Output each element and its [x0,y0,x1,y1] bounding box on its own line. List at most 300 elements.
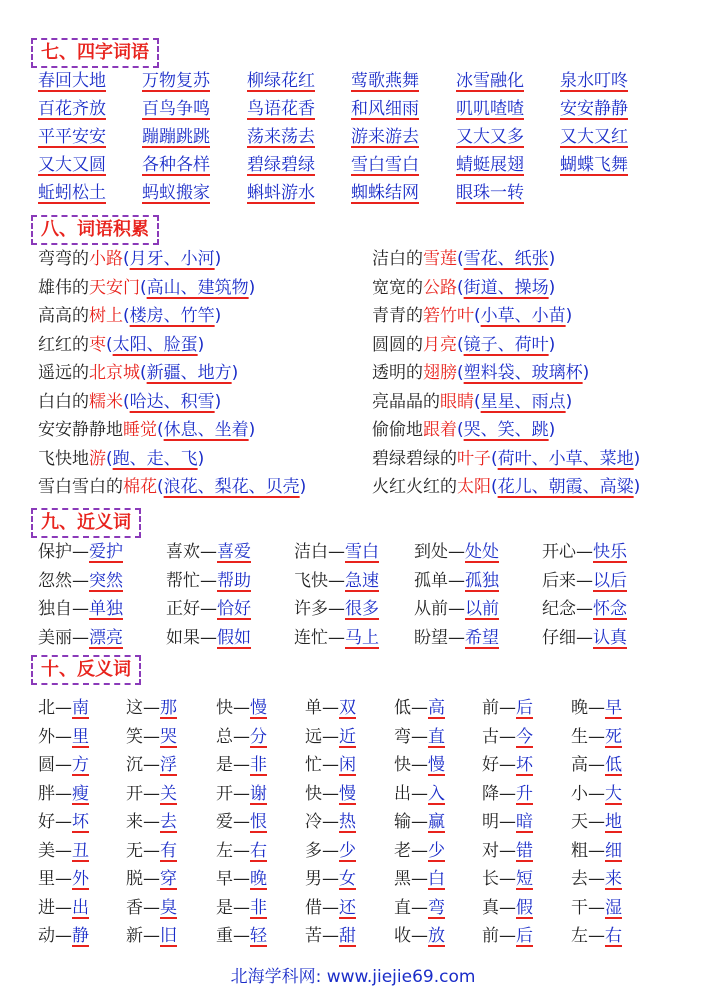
base-char: 好— [482,755,516,775]
antonym-char: 还 [339,897,356,918]
example-words: 楼房、竹竿 [129,306,215,326]
antonym-char: 错 [516,840,533,861]
noun-text: 枣 [89,334,106,355]
phrase-item [38,301,221,326]
phrase-item [38,273,255,298]
close-paren: ) [214,249,222,269]
antonym-pair [216,807,267,832]
antonym-char: 晚 [250,869,267,889]
open-paren: ( [474,306,481,326]
idiom-word: 叽叽喳喳 [456,99,524,119]
antonym-char: 死 [605,726,622,747]
close-paren: ) [548,277,556,298]
noun-text: 箬竹叶 [423,306,474,326]
antonym-char: 弯 [428,897,445,918]
antonym-pair [571,921,622,946]
antonym-char: 出 [72,897,89,918]
close-paren: ) [231,363,239,383]
example-words: 镜子、荷叶 [463,334,549,355]
base-char: 爱— [216,812,250,832]
base-char: 生— [571,726,605,747]
base-word: 盼望— [414,627,465,648]
modifier-text: 洁白的 [372,249,423,269]
open-paren: ( [457,249,464,269]
base-char: 弯— [394,726,428,747]
synonym-word: 很多 [345,599,379,619]
base-char: 动— [38,926,72,946]
synonym-word: 急速 [345,570,379,591]
base-char: 粗— [571,840,605,861]
antonym-pair [216,750,267,775]
antonym-char: 坏 [72,812,89,832]
antonym-pair [394,864,445,889]
idiom-word: 游来游去 [351,127,419,147]
antonym-char: 慢 [339,783,356,804]
base-char: 北— [38,698,72,718]
base-char: 多— [305,840,339,861]
antonym-pair [216,693,267,718]
antonym-char: 双 [339,698,356,718]
antonym-pair [482,750,533,775]
antonym-char: 后 [516,698,533,718]
base-char: 单— [305,698,339,718]
base-char: 黑— [394,869,428,889]
antonym-char: 女 [339,869,356,889]
base-char: 出— [394,783,428,804]
base-char: 早— [216,869,250,889]
antonym-pair [126,779,177,804]
noun-text: 公路 [423,277,457,298]
footer-watermark: 北海学科网: www.jiejie69.com [230,967,476,987]
example-words: 小草、小苗 [480,306,566,326]
idiom-word: 平平安安 [38,127,106,147]
open-paren: ( [491,477,498,497]
antonym-char: 关 [160,783,177,804]
synonym-word: 以后 [593,570,627,591]
example-words: 休息、坐着 [163,420,249,440]
synonym-pair [294,537,379,562]
close-paren: ) [197,334,205,355]
base-char: 前— [482,926,516,946]
close-paren: ) [548,334,556,355]
phrase-item [372,444,640,469]
antonym-pair [38,750,89,775]
base-word: 后来— [542,570,593,591]
synonym-word: 孤独 [465,570,499,591]
phrase-row [38,387,698,416]
close-paren: ) [548,249,556,269]
modifier-text: 遥远的 [38,363,89,383]
close-paren: ) [197,448,205,469]
base-char: 低— [394,698,428,718]
antonym-char: 少 [428,840,445,861]
noun-text: 雪莲 [423,249,457,269]
base-char: 晚— [571,698,605,718]
base-word: 如果— [166,627,217,648]
antonym-char: 右 [250,840,267,861]
example-words: 星星、雨点 [480,391,566,412]
example-words: 塑料袋、玻璃杯 [463,363,583,383]
antonym-pair [305,722,356,747]
antonym-pair [38,722,89,747]
antonym-pair [571,836,622,861]
example-words: 荷叶、小草、菜地 [497,448,634,469]
base-char: 苦— [305,926,339,946]
idiom-word: 蝌蚪游水 [247,183,315,203]
antonym-pair [571,693,622,718]
open-paren: ( [157,420,164,440]
phrase-item [38,444,204,469]
base-word: 洁白— [294,542,345,562]
synonym-pair [542,594,627,619]
antonym-char: 甜 [339,926,356,946]
modifier-text: 高高的 [38,306,89,326]
antonym-pair [482,921,533,946]
base-word: 开心— [542,542,593,562]
noun-text: 跟着 [423,420,457,440]
antonym-pair [305,921,356,946]
base-char: 明— [482,812,516,832]
idiom-word: 眼珠一转 [456,183,524,203]
antonym-pair [126,836,177,861]
base-char: 输— [394,812,428,832]
antonym-pair [394,750,445,775]
example-words: 跑、走、飞 [112,448,198,469]
idiom-word: 安安静静 [560,99,628,119]
idiom-word: 又大又多 [456,127,524,147]
idiom-word: 碧绿碧绿 [247,155,315,175]
antonym-pair [216,921,267,946]
base-char: 古— [482,726,516,747]
phrase-row [38,444,698,473]
section-8-heading: 八、词语积累 [31,215,159,245]
synonym-word: 假如 [217,627,251,648]
base-char: 快— [216,698,250,718]
modifier-text: 偷偷地 [372,420,423,440]
base-char: 左— [216,840,250,861]
antonym-char: 旧 [160,926,177,946]
synonym-word: 马上 [345,627,379,648]
base-word: 忽然— [38,570,89,591]
modifier-text: 雪白雪白的 [38,477,123,497]
antonym-pair [126,807,177,832]
close-paren: ) [248,277,256,298]
base-char: 来— [126,812,160,832]
close-paren: ) [548,420,556,440]
synonym-pair [414,537,499,562]
close-paren: ) [633,448,641,469]
noun-text: 树上 [89,306,123,326]
close-paren: ) [214,391,222,412]
antonym-pair [305,750,356,775]
antonym-char: 里 [72,726,89,747]
noun-text: 叶子 [457,448,491,469]
antonym-pair [394,836,445,861]
antonym-char: 恨 [250,812,267,832]
antonym-char: 谢 [250,783,267,804]
idiom-word: 又大又圆 [38,155,106,175]
section-9-heading: 九、近义词 [31,508,141,538]
base-word: 喜欢— [166,542,217,562]
noun-text: 北京城 [89,363,140,383]
antonym-char: 方 [72,755,89,775]
open-paren: ( [140,363,147,383]
idiom-word: 百花齐放 [38,99,106,119]
idiom-word: 柳绿花红 [247,71,315,91]
antonym-char: 慢 [428,755,445,775]
open-paren: ( [123,391,130,412]
synonym-pair [166,566,251,591]
idiom-word: 各种各样 [142,155,210,175]
synonym-pair [414,623,499,648]
antonym-char: 大 [605,783,622,804]
phrase-row [38,415,698,444]
synonym-word: 喜爱 [217,542,251,562]
synonym-pair [38,537,123,562]
base-char: 长— [482,869,516,889]
base-word: 保护— [38,542,89,562]
synonym-pair [38,594,123,619]
antonym-char: 臭 [160,897,177,918]
antonym-char: 近 [339,726,356,747]
synonym-pair [542,537,627,562]
base-char: 开— [126,783,160,804]
synonym-word: 突然 [89,570,123,591]
antonym-char: 轻 [250,926,267,946]
noun-text: 月亮 [423,334,457,355]
base-word: 到处— [414,542,465,562]
phrase-item [372,358,589,383]
base-word: 纪念— [542,599,593,619]
antonym-pair [394,807,445,832]
antonym-char: 去 [160,812,177,832]
idiom-word: 蹦蹦跳跳 [142,127,210,147]
phrase-item [372,330,555,355]
close-paren: ) [214,306,222,326]
phrase-row [38,330,698,359]
base-char: 里— [38,869,72,889]
synonym-word: 帮助 [217,570,251,591]
base-char: 干— [571,897,605,918]
base-char: 胖— [38,783,72,804]
base-char: 老— [394,840,428,861]
noun-text: 游 [89,448,106,469]
antonym-pair [394,779,445,804]
base-word: 飞快— [294,570,345,591]
antonym-pair [305,836,356,861]
antonym-char: 有 [160,840,177,861]
synonym-pair [38,566,123,591]
base-char: 快— [305,783,339,804]
idiom-word: 又大又红 [560,127,628,147]
example-words: 新疆、地方 [146,363,232,383]
base-word: 正好— [166,599,217,619]
base-char: 左— [571,926,605,946]
antonym-pair [126,893,177,918]
antonym-char: 白 [428,869,445,889]
antonym-char: 赢 [428,812,445,832]
section-7-heading: 七、四字词语 [31,38,159,68]
idiom-word: 蜻蜓展翅 [456,155,524,175]
base-char: 圆— [38,755,72,775]
antonym-pair [126,722,177,747]
open-paren: ( [457,277,464,298]
antonym-pair [216,836,267,861]
antonym-pair [38,693,89,718]
antonym-pair [38,864,89,889]
base-word: 美丽— [38,627,89,648]
antonym-pair [394,893,445,918]
antonym-char: 非 [250,755,267,775]
base-char: 脱— [126,869,160,889]
phrase-item [38,415,255,440]
base-char: 总— [216,726,250,747]
antonym-char: 来 [605,869,622,889]
antonym-pair [482,779,533,804]
antonym-char: 高 [428,698,445,718]
base-char: 美— [38,840,72,861]
antonym-pair [305,864,356,889]
modifier-text: 宽宽的 [372,277,423,298]
base-char: 是— [216,755,250,775]
idiom-word: 蜘蛛结网 [351,183,419,203]
antonym-char: 丑 [72,840,89,861]
antonym-char: 慢 [250,698,267,718]
open-paren: ( [140,277,147,298]
antonym-char: 热 [339,812,356,832]
base-char: 这— [126,698,160,718]
noun-text: 翅膀 [423,363,457,383]
antonym-char: 后 [516,926,533,946]
antonym-pair [305,893,356,918]
phrase-item [372,244,555,269]
base-char: 忙— [305,755,339,775]
base-char: 高— [571,755,605,775]
base-char: 笑— [126,726,160,747]
phrase-item [372,415,555,440]
idiom-word: 莺歌燕舞 [351,71,419,91]
synonym-word: 快乐 [593,542,627,562]
base-char: 香— [126,897,160,918]
base-char: 开— [216,783,250,804]
idiom-word: 春回大地 [38,71,106,91]
modifier-text: 红红的 [38,334,89,355]
noun-text: 太阳 [457,477,491,497]
modifier-text: 弯弯的 [38,249,89,269]
example-words: 月牙、小河 [129,249,215,269]
antonym-char: 升 [516,783,533,804]
antonym-pair [216,722,267,747]
base-word: 孤单— [414,570,465,591]
phrase-item [38,387,221,412]
base-char: 去— [571,869,605,889]
close-paren: ) [633,477,641,497]
base-word: 帮忙— [166,570,217,591]
antonym-pair [571,864,622,889]
idiom-word: 荡来荡去 [247,127,315,147]
open-paren: ( [457,363,464,383]
antonym-pair [216,779,267,804]
modifier-text: 青青的 [372,306,423,326]
antonym-char: 南 [72,698,89,718]
antonym-pair [126,693,177,718]
close-paren: ) [565,391,573,412]
antonym-pair [482,836,533,861]
base-word: 连忙— [294,627,345,648]
phrase-item [372,387,572,412]
modifier-text: 安安静静地 [38,420,123,440]
synonym-pair [294,566,379,591]
noun-text: 棉花 [123,477,157,497]
antonym-char: 静 [72,926,89,946]
antonym-pair [126,750,177,775]
base-char: 收— [394,926,428,946]
antonym-pair [571,893,622,918]
open-paren: ( [474,391,481,412]
close-paren: ) [299,477,307,497]
open-paren: ( [457,334,464,355]
base-char: 新— [126,926,160,946]
open-paren: ( [123,306,130,326]
base-char: 进— [38,897,72,918]
synonym-word: 恰好 [217,599,251,619]
synonym-word: 怀念 [593,599,627,619]
base-char: 快— [394,755,428,775]
base-char: 对— [482,840,516,861]
base-char: 降— [482,783,516,804]
base-char: 真— [482,897,516,918]
phrase-item [38,330,204,355]
idiom-word: 冰雪融化 [456,71,524,91]
modifier-text: 碧绿碧绿的 [372,448,457,469]
phrase-item [38,358,238,383]
idiom-word: 蚂蚁搬家 [142,183,210,203]
antonym-char: 直 [428,726,445,747]
close-paren: ) [582,363,590,383]
base-char: 沉— [126,755,160,775]
antonym-pair [126,864,177,889]
phrase-accumulation [38,244,698,501]
idiom-word: 蝴蝶飞舞 [560,155,628,175]
antonym-char: 湿 [605,897,622,918]
antonym-char: 闲 [339,755,356,775]
phrase-item [372,273,555,298]
base-char: 直— [394,897,428,918]
example-words: 浪花、梨花、贝壳 [163,477,300,497]
antonym-pair [482,722,533,747]
noun-text: 糯米 [89,391,123,412]
antonym-pair [305,779,356,804]
antonym-pair [482,864,533,889]
antonym-char: 外 [72,869,89,889]
antonym-pair [482,893,533,918]
synonym-word: 雪白 [345,542,379,562]
modifier-text: 透明的 [372,363,423,383]
antonym-pair [482,693,533,718]
modifier-text: 白白的 [38,391,89,412]
base-word: 许多— [294,599,345,619]
synonym-word: 漂亮 [89,627,123,648]
phrase-row [38,472,698,501]
idiom-word: 万物复苏 [142,71,210,91]
antonym-char: 早 [605,698,622,718]
synonym-word: 处处 [465,542,499,562]
idiom-word: 鸟语花香 [247,99,315,119]
antonym-pair [38,807,89,832]
modifier-text: 亮晶晶的 [372,391,440,412]
synonym-pair [294,594,379,619]
antonym-char: 非 [250,897,267,918]
